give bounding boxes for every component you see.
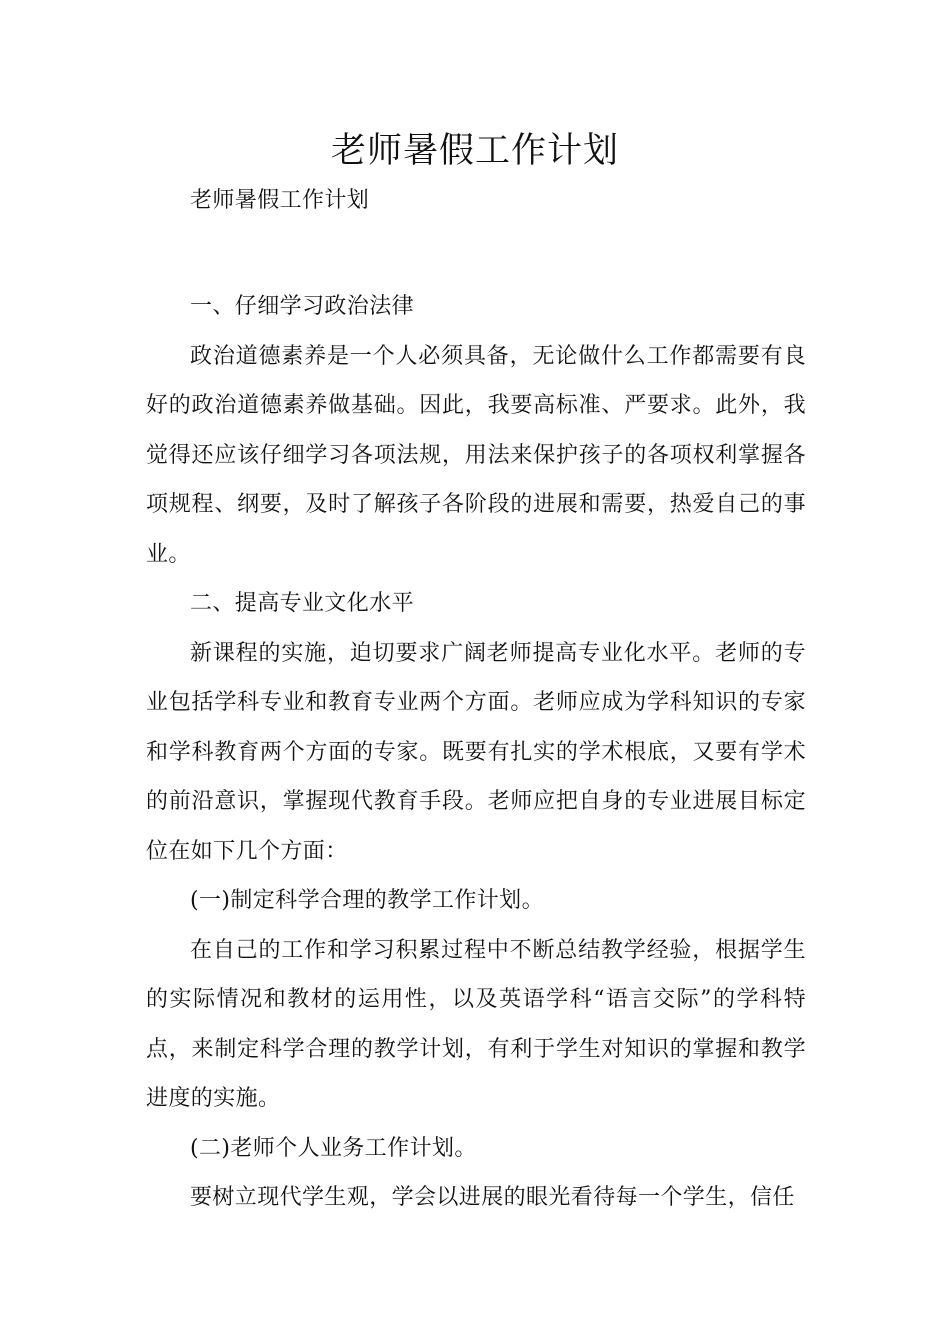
paragraph-teaching-plan: 在自己的工作和学习积累过程中不断总结教学经验，根据学生的实际情况和教材的运用性，以及英语学科“语言交际”的学科特点，来制定科学合理的教学计划，有利于学生对知识的掌握和教学进度的实施。 — [146, 937, 806, 1111]
document-subtitle: 老师暑假工作计划 — [190, 188, 370, 213]
paragraph-student-view: 要树立现代学生观，学会以进展的眼光看待每一个学生，信任 — [190, 1185, 795, 1210]
subsection-heading-1: (一)制定科学合理的教学工作计划。 — [190, 888, 544, 913]
document-body — [146, 282, 806, 1223]
paragraph-political-morality: 政治道德素养是一个人必须具备，无论做什么工作都需要有良好的政治道德素养做基础。因此，我要高标准、严要求。此外，我觉得还应该仔细学习各项法规，用法来保护孩子的各项权利掌握各项规程、纲要，及时了解孩子各阶段的进展和需要，热爱自己的事业。 — [146, 343, 806, 567]
section-heading-2: 二、提高专业文化水平 — [190, 591, 415, 616]
subsection-heading-2: (二)老师个人业务工作计划。 — [190, 1135, 477, 1161]
document-title: 老师暑假工作计划 — [330, 131, 619, 171]
section-heading-1: 一、仔细学习政治法律 — [190, 294, 415, 319]
paragraph-professional-level: 新课程的实施，迫切要求广阔老师提高专业化水平。老师的专业包括学科专业和教育专业两个方面。老师应成为学科知识的专家和学科教育两个方面的专家。既要有扎实的学术根底，又要有学术的前沿意识，掌握现代教育手段。老师应把自身的专业进展目标定位在如下几个方面： — [146, 640, 806, 864]
